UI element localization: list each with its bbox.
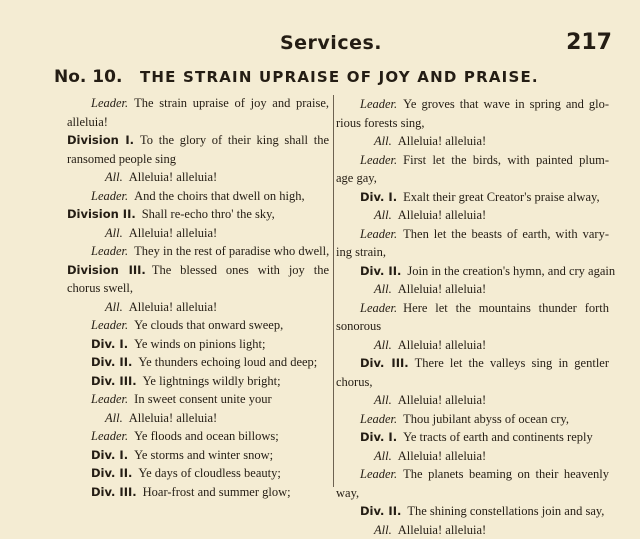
verse-text: Thou jubilant abyss of ocean cry,: [403, 412, 569, 426]
verse-text: age gay,: [336, 171, 377, 185]
verse-text: Ye lightnings wildly bright;: [143, 374, 281, 388]
speaker-label: Div. II.: [91, 466, 132, 480]
verse-text: Ye floods and ocean billows;: [134, 429, 279, 443]
service-title: THE STRAIN UPRAISE OF JOY AND PRAISE.: [140, 68, 539, 86]
verse-line: [336, 262, 609, 281]
verse-text: Alleluia! alleluia!: [398, 523, 487, 537]
speaker-label: Leader.: [91, 392, 128, 406]
verse-line: [336, 521, 609, 539]
verse-text: Alleluia! alleluia!: [129, 411, 218, 425]
verse-line: [67, 316, 329, 335]
speaker-label: Leader.: [91, 244, 128, 258]
verse-line: [336, 188, 609, 207]
speaker-label: All.: [105, 411, 123, 425]
verse-line: [67, 224, 329, 243]
verse-line: [336, 484, 609, 503]
verse-text: Alleluia! alleluia!: [398, 208, 487, 222]
verse-text: Ye tracts of earth and continents reply: [403, 430, 593, 444]
verse-text: Alleluia! alleluia!: [129, 300, 218, 314]
verse-text: Ye days of cloudless beauty;: [138, 466, 280, 480]
speaker-label: Div. I.: [91, 337, 128, 351]
speaker-label: Division II.: [67, 207, 136, 221]
speaker-label: Leader.: [360, 97, 397, 111]
verse-line: [67, 168, 329, 187]
speaker-label: All.: [374, 338, 392, 352]
speaker-label: Div. I.: [360, 190, 397, 204]
speaker-label: Leader.: [360, 412, 397, 426]
verse-line: [67, 353, 329, 372]
speaker-label: Leader.: [360, 153, 397, 167]
speaker-label: Leader.: [360, 467, 397, 481]
running-header: Services.: [0, 32, 640, 54]
verse-text: Ye clouds that onward sweep,: [134, 318, 283, 332]
speaker-label: Div. III.: [91, 374, 137, 388]
verse-line: [336, 391, 609, 410]
speaker-label: All.: [374, 449, 392, 463]
verse-text: Alleluia! alleluia!: [398, 134, 487, 148]
verse-line: [336, 243, 609, 262]
column-divider: [333, 95, 334, 487]
speaker-label: All.: [105, 300, 123, 314]
verse-text: Exalt their great Creator's praise alway,: [403, 190, 600, 204]
speaker-label: Leader.: [91, 96, 128, 110]
verse-text: Alleluia! alleluia!: [398, 393, 487, 407]
speaker-label: Div. II.: [360, 264, 401, 278]
right-column: [336, 95, 609, 539]
verse-line: [336, 132, 609, 151]
service-number: No. 10.: [54, 67, 122, 87]
verse-text: The shining constellations join and say,: [407, 504, 604, 518]
verse-text: The blessed ones with joy the: [152, 263, 329, 277]
verse-line: [336, 410, 609, 429]
speaker-label: All.: [374, 523, 392, 537]
verse-line: [67, 390, 329, 409]
verse-text: Alleluia! alleluia!: [398, 449, 487, 463]
verse-line: [336, 354, 609, 373]
verse-text: way,: [336, 486, 359, 500]
verse-line: [67, 372, 329, 391]
speaker-label: Leader.: [360, 227, 397, 241]
speaker-label: Div. II.: [91, 355, 132, 369]
verse-text: In sweet consent unite your: [134, 392, 271, 406]
verse-line: [67, 409, 329, 428]
verse-line: [336, 151, 609, 170]
speaker-label: All.: [105, 226, 123, 240]
verse-line: [67, 298, 329, 317]
verse-text: Shall re-echo thro' the sky,: [142, 207, 275, 221]
verse-text: chorus,: [336, 375, 372, 389]
verse-line: [67, 483, 329, 502]
page-number: 217: [566, 30, 612, 55]
verse-line: [336, 465, 609, 484]
verse-line: [336, 169, 609, 188]
verse-text: Ye groves that wave in spring and glo-: [403, 97, 609, 111]
verse-text: ing strain,: [336, 245, 386, 259]
verse-text: Alleluia! alleluia!: [398, 282, 487, 296]
verse-text: Alleluia! alleluia!: [129, 170, 218, 184]
verse-line: [67, 113, 329, 132]
verse-text: The planets beaming on their heavenly: [403, 467, 609, 481]
verse-line: [67, 242, 329, 261]
verse-text: And the choirs that dwell on high,: [134, 189, 304, 203]
verse-line: [336, 373, 609, 392]
speaker-label: Division III.: [67, 263, 146, 277]
verse-text: First let the birds, with painted plum-: [403, 153, 609, 167]
left-column: [67, 95, 329, 501]
verse-line: [67, 261, 329, 280]
verse-line: [336, 114, 609, 133]
verse-text: chorus swell,: [67, 281, 133, 295]
speaker-label: Div. III.: [360, 356, 409, 370]
speaker-label: Div. III.: [91, 485, 137, 499]
speaker-label: All.: [374, 282, 392, 296]
verse-text: sonorous: [336, 319, 381, 333]
verse-text: Alleluia! alleluia!: [398, 338, 487, 352]
speaker-label: All.: [374, 134, 392, 148]
speaker-label: Leader.: [91, 189, 128, 203]
verse-line: [67, 94, 329, 113]
verse-line: [336, 428, 609, 447]
verse-line: [336, 206, 609, 225]
verse-line: [67, 335, 329, 354]
speaker-label: Div. I.: [91, 448, 128, 462]
verse-line: [336, 299, 609, 318]
speaker-label: Leader.: [91, 429, 128, 443]
verse-text: Here let the mountains thunder forth: [403, 301, 609, 315]
speaker-label: Division I.: [67, 133, 134, 147]
verse-text: Ye thunders echoing loud and deep;: [138, 355, 317, 369]
verse-line: [336, 317, 609, 336]
verse-text: Then let the beasts of earth, with vary-: [403, 227, 609, 241]
speaker-label: All.: [374, 393, 392, 407]
verse-line: [336, 95, 609, 114]
verse-line: [336, 280, 609, 299]
verse-line: [336, 502, 609, 521]
verse-text: The strain upraise of joy and praise,: [134, 96, 329, 110]
verse-line: [67, 131, 329, 150]
verse-text: To the glory of their king shall the: [140, 133, 329, 147]
verse-line: [67, 205, 329, 224]
verse-text: Join in the creation's hymn, and cry again: [407, 264, 615, 278]
verse-line: [336, 447, 609, 466]
verse-text: alleluia!: [67, 115, 108, 129]
verse-text: Ye winds on pinions light;: [134, 337, 265, 351]
verse-text: rious forests sing,: [336, 116, 425, 130]
speaker-label: Leader.: [360, 301, 397, 315]
verse-line: [67, 464, 329, 483]
verse-text: Alleluia! alleluia!: [129, 226, 218, 240]
verse-line: [67, 427, 329, 446]
verse-text: ransomed people sing: [67, 152, 176, 166]
verse-text: There let the valleys sing in gentler: [415, 356, 609, 370]
speaker-label: Leader.: [91, 318, 128, 332]
verse-text: Hoar-frost and summer glow;: [143, 485, 291, 499]
speaker-label: All.: [105, 170, 123, 184]
speaker-label: Div. I.: [360, 430, 397, 444]
verse-line: [67, 187, 329, 206]
speaker-label: All.: [374, 208, 392, 222]
verse-text: Ye storms and winter snow;: [134, 448, 273, 462]
verse-line: [67, 279, 329, 298]
verse-line: [336, 336, 609, 355]
speaker-label: Div. II.: [360, 504, 401, 518]
verse-line: [336, 225, 609, 244]
verse-line: [67, 446, 329, 465]
verse-text: They in the rest of paradise who dwell,: [134, 244, 329, 258]
verse-line: [67, 150, 329, 169]
